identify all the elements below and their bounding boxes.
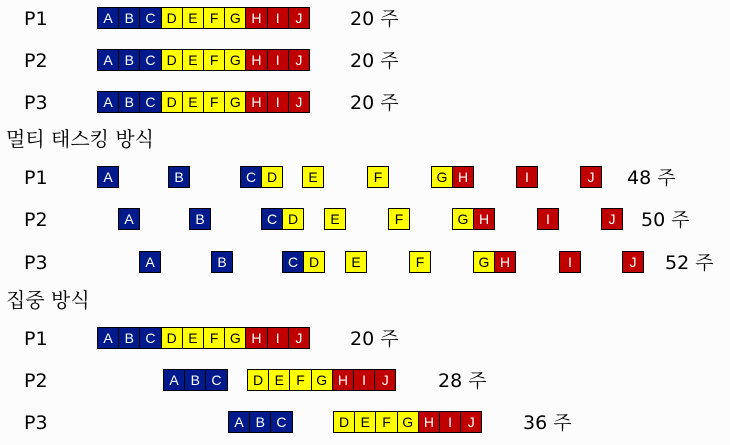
task-block-g: G [452,208,474,230]
task-block-e: E [182,49,204,71]
weeks-value: 48 주 [627,167,676,189]
task-block-g: G [473,251,495,273]
task-block-h: H [245,49,267,71]
row-label: P3 [24,252,48,274]
task-block-a: A [97,49,119,71]
task-block-i: I [516,166,538,188]
section-heading-focused: 집중 방식 [6,288,90,312]
task-block-b: B [189,208,211,230]
task-block-c: C [282,251,304,273]
task-block-e: E [324,208,346,230]
task-block-d: D [303,251,325,273]
weeks-value: 36 주 [523,412,572,434]
task-block-e: E [354,411,376,433]
task-block-d: D [261,166,283,188]
task-block-a: A [139,251,161,273]
task-block-a: A [228,411,250,433]
task-block-g: G [224,7,246,29]
weeks-value: 20 주 [350,50,399,72]
task-block-c: C [139,91,161,113]
task-block-i: I [439,411,461,433]
task-block-f: F [375,411,397,433]
task-block-c: C [270,411,292,433]
task-block-c: C [261,208,283,230]
task-block-e: E [182,7,204,29]
task-block-i: I [267,327,289,349]
row-label: P2 [24,209,48,231]
task-block-b: B [118,91,140,113]
task-block-b: B [118,49,140,71]
row-label: P2 [24,50,48,72]
task-block-g: G [224,91,246,113]
task-block-h: H [452,166,474,188]
row-label: P3 [24,412,48,434]
task-block-c: C [139,7,161,29]
weeks-value: 20 주 [350,8,399,30]
task-block-h: H [494,251,516,273]
row-label: P3 [24,92,48,114]
task-block-f: F [203,7,225,29]
task-block-i: I [267,91,289,113]
task-block-h: H [245,7,267,29]
task-block-d: D [161,327,183,349]
task-block-a: A [163,369,185,391]
task-block-a: A [97,166,119,188]
task-block-h: H [418,411,440,433]
row-label: P1 [24,8,48,30]
task-block-g: G [311,369,333,391]
task-block-j: J [460,411,482,433]
task-block-f: F [409,251,431,273]
task-block-i: I [559,251,581,273]
task-block-b: B [184,369,206,391]
task-block-a: A [97,7,119,29]
task-block-d: D [247,369,269,391]
task-block-j: J [288,327,310,349]
task-block-b: B [118,327,140,349]
section-heading-multitask: 멀티 태스킹 방식 [6,127,154,151]
task-block-f: F [203,91,225,113]
task-block-b: B [249,411,271,433]
task-block-h: H [473,208,495,230]
task-block-d: D [161,7,183,29]
task-block-h: H [245,327,267,349]
task-block-d: D [333,411,355,433]
task-block-f: F [203,49,225,71]
task-block-g: G [224,327,246,349]
task-block-i: I [537,208,559,230]
task-block-g: G [224,49,246,71]
task-block-e: E [268,369,290,391]
task-block-d: D [161,49,183,71]
weeks-value: 52 주 [665,252,714,274]
task-block-f: F [203,327,225,349]
weeks-value: 50 주 [641,209,690,231]
task-block-i: I [267,49,289,71]
task-block-b: B [168,166,190,188]
task-block-c: C [139,327,161,349]
task-block-c: C [139,49,161,71]
weeks-value: 20 주 [350,328,399,350]
task-block-j: J [288,91,310,113]
task-block-j: J [601,208,623,230]
task-block-d: D [161,91,183,113]
row-label: P1 [24,167,48,189]
task-block-d: D [282,208,304,230]
row-label: P2 [24,370,48,392]
task-block-j: J [288,49,310,71]
task-block-f: F [289,369,311,391]
task-block-f: F [388,208,410,230]
task-block-i: I [353,369,375,391]
task-block-h: H [332,369,354,391]
row-label: P1 [24,328,48,350]
task-block-g: G [397,411,419,433]
task-block-e: E [302,166,324,188]
task-block-i: I [267,7,289,29]
task-block-e: E [345,251,367,273]
task-block-a: A [118,208,140,230]
task-block-b: B [211,251,233,273]
task-block-a: A [97,91,119,113]
task-block-g: G [431,166,453,188]
task-block-j: J [580,166,602,188]
task-block-j: J [288,7,310,29]
task-block-c: C [205,369,227,391]
task-block-h: H [245,91,267,113]
task-block-e: E [182,91,204,113]
weeks-value: 20 주 [350,92,399,114]
task-block-a: A [97,327,119,349]
task-block-e: E [182,327,204,349]
task-block-j: J [374,369,396,391]
weeks-value: 28 주 [438,370,487,392]
task-block-j: J [622,251,644,273]
task-block-b: B [118,7,140,29]
task-block-c: C [240,166,262,188]
task-block-f: F [367,166,389,188]
